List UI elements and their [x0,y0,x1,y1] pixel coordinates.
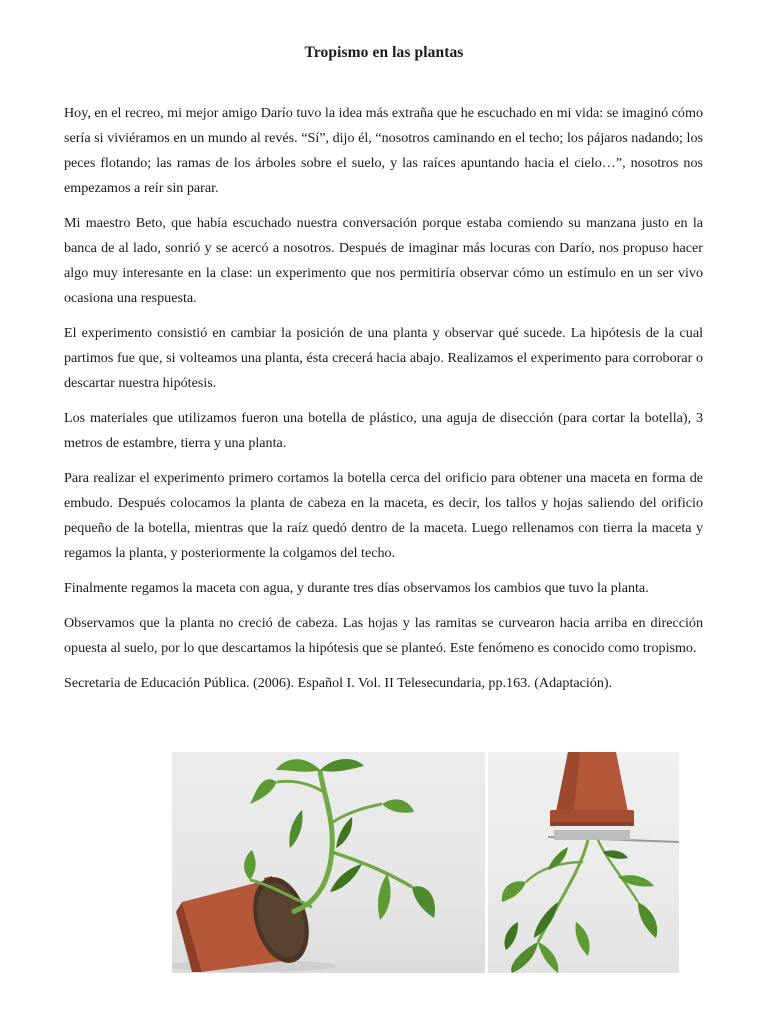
tipped-potted-plant-photo [172,752,485,973]
paragraph-2: Mi maestro Beto, que había escuchado nuestra conversación porque estaba comiendo su manzana justo en la banca de al lado, sonrió y se acercó a nosotros. Después de imaginar más locuras con Darío, nos propuso hacer algo muy interesante en la clase: un experimento que nos permitiría observar cómo un estímulo en un ser vivo ocasiona una respuesta. [64,215,703,306]
paragraph-3: El experimento consistió en cambiar la posición de una planta y observar qué sucede. La hipótesis de la cual partimos fue que, si volteamos una planta, ésta crecerá hacia abajo. Realizamos el experimento para corroborar o descartar nuestra hipótesis. [64,325,703,391]
paragraph-5: Para realizar el experimento primero cortamos la botella cerca del orificio para obtener una maceta en forma de embudo. Después colocamos la planta de cabeza en la maceta, es decir, los tallos y hojas saliendo del orificio pequeño de la botella, mientras que la raíz quedó dentro de la maceta. Luego rellenamos con tierra la maceta y regamos la planta, y posteriormente la colgamos del techo. [64,470,703,561]
plant-icon [502,840,657,973]
paragraph-7: Observamos que la planta no creció de cabeza. Las hojas y las ramitas se curvearon hacia arriba en dirección opuesta al suelo, por lo que descartamos la hipótesis que se planteó. Este fenómeno es conocido como tropismo. [64,615,703,656]
experiment-figure [172,752,679,973]
pot-icon [550,752,634,840]
document-title: Tropismo en las plantas [304,44,464,61]
paragraph-6: Finalmente regamos la maceta con agua, y durante tres días observamos los cambios que tuvo la planta. [64,580,649,596]
paragraph-4: Los materiales que utilizamos fueron una botella de plástico, una aguja de disección (para cortar la botella), 3 metros de estambre, tierra y una planta. [64,410,703,451]
hanging-upside-down-pot-photo [488,752,679,973]
citation: Secretaria de Educación Pública. (2006). Español I. Vol. II Telesecundaria, pp.163. (Adaptación). [64,675,613,691]
document-body [64,101,703,706]
paragraph-1: Hoy, en el recreo, mi mejor amigo Darío tuvo la idea más extraña que he escuchado en mi vida: se imaginó cómo sería si viviéramos en un mundo al revés. “Sí”, dijo él, “nosotros caminando en el techo; los pájaros nadando; los peces flotando; las ramas de los árboles sobre el suelo, y las raíces apuntando hacia el cielo…”, nosotros nos empezamos a reír sin parar. [64,105,703,196]
pot-icon [176,871,318,972]
